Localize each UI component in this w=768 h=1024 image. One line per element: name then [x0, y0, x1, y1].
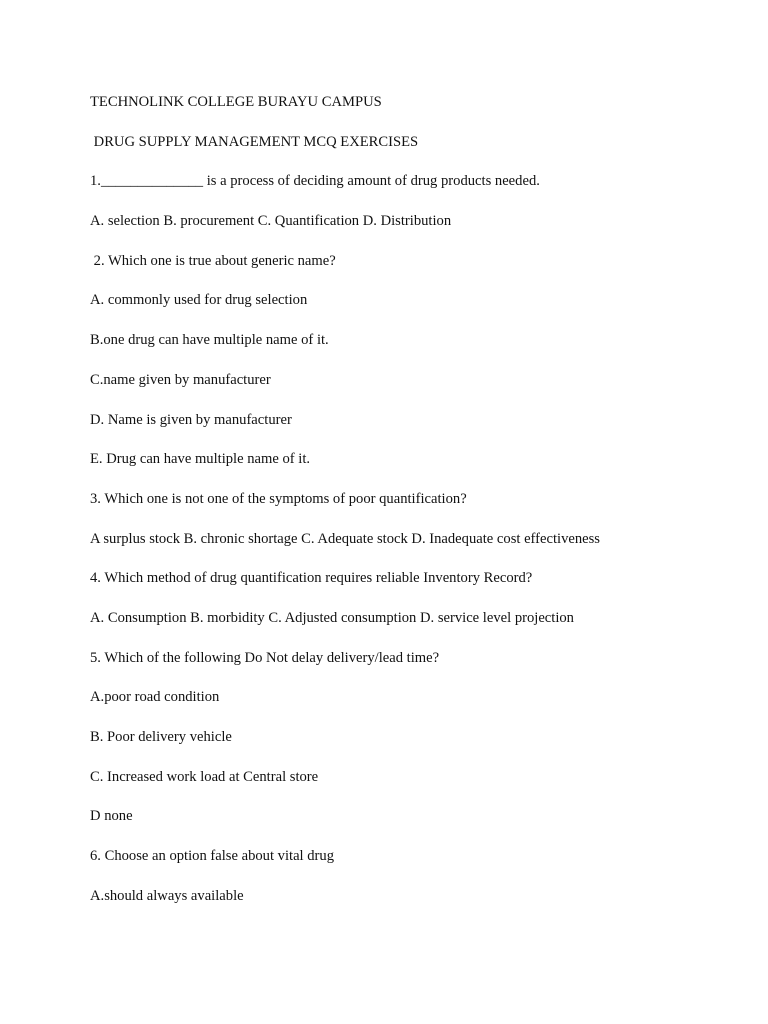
question-2-option-c: C.name given by manufacturer: [90, 371, 271, 388]
question-2: 2. Which one is true about generic name?: [90, 252, 336, 269]
question-5: 5. Which of the following Do Not delay delivery/lead time?: [90, 649, 440, 666]
question-2-option-e: E. Drug can have multiple name of it.: [90, 451, 311, 468]
question-5-option-a: A.poor road condition: [90, 689, 220, 706]
question-5-option-d: D none: [90, 808, 133, 825]
institution-heading: TECHNOLINK COLLEGE BURAYU CAMPUS: [90, 94, 382, 110]
question-2-option-b: B.one drug can have multiple name of it.: [90, 332, 329, 349]
question-6: 6. Choose an option false about vital drug: [90, 848, 334, 865]
question-3-options: A surplus stock B. chronic shortage C. Adequate stock D. Inadequate cost effectiveness: [90, 530, 600, 547]
document-title: DRUG SUPPLY MANAGEMENT MCQ EXERCISES: [90, 133, 419, 150]
question-4: 4. Which method of drug quantification requires reliable Inventory Record?: [90, 570, 533, 587]
question-3: 3. Which one is not one of the symptoms of poor quantification?: [90, 490, 467, 507]
question-5-option-b: B. Poor delivery vehicle: [90, 729, 232, 745]
question-6-option-a: A.should always available: [90, 887, 244, 904]
document-page: [90, 92, 730, 925]
question-2-option-d: D. Name is given by manufacturer: [90, 411, 292, 428]
question-5-option-c: C. Increased work load at Central store: [90, 768, 319, 785]
question-1: 1.______________ is a process of deciding amount of drug products needed.: [90, 173, 540, 190]
question-4-options: A. Consumption B. morbidity C. Adjusted consumption D. service level projection: [90, 609, 574, 626]
question-2-option-a: A. commonly used for drug selection: [90, 292, 308, 309]
question-1-options: A. selection B. procurement C. Quantification D. Distribution: [90, 213, 452, 230]
